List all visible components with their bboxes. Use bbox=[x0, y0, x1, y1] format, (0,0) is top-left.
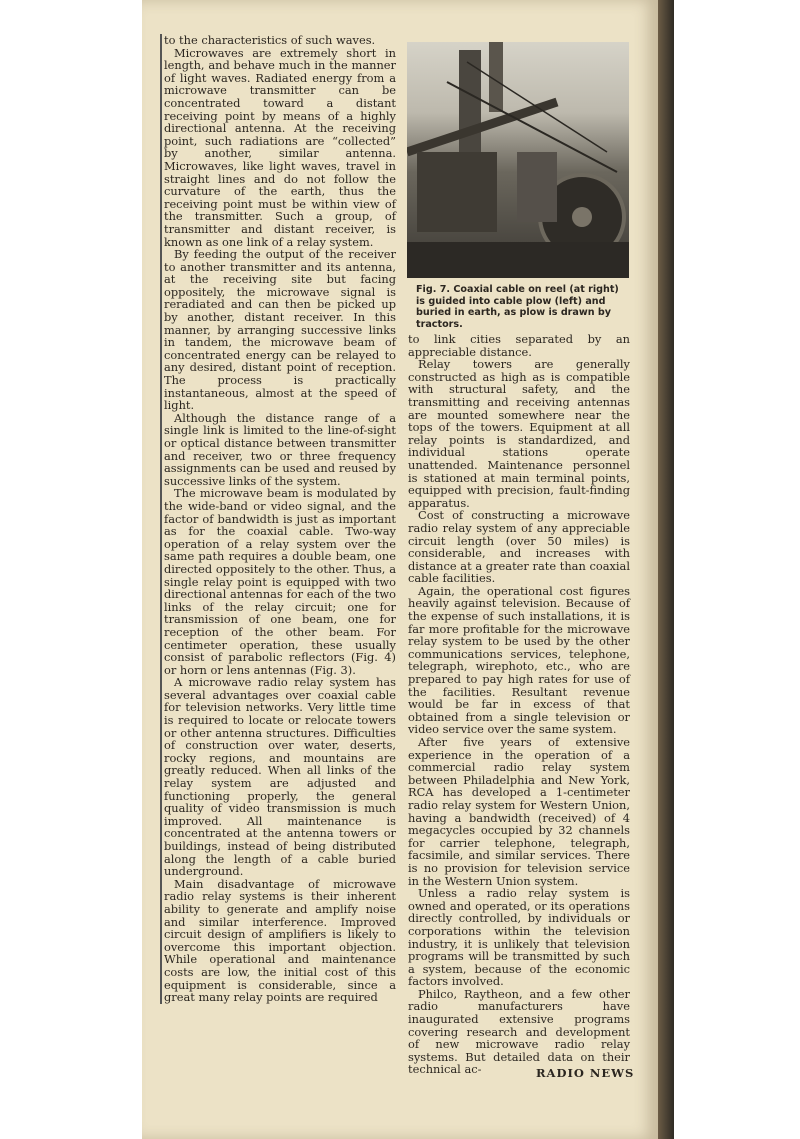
paragraph: to the characteristics of such waves. bbox=[164, 33, 376, 47]
paragraph: Unless a radio relay system is owned and operated, or its operations directly controlled, by individuals or corporations within the television industry, it is unlikely that television programs will be transmitted by such a system, because of the economic factors involved. bbox=[408, 886, 630, 989]
paragraph: After five years of extensive experience in the operation of a commercial radio relay system between Philadelphia and New York, RCA has developed a 1-centimeter radio relay system for Western Union, having a bandwidth (received) of 4 megacycles occupied by 32 channels for carrier telephone, telegraph, facsimile, and similar services. There is no provision for television service in the Western Union system. bbox=[408, 735, 630, 888]
paragraph: A microwave radio relay system has several advantages over coaxial cable for television networks. Very little time is required to locate or relocate towers or other antenna structures. Difficulties of construction over water, deserts, rocky regions, and mountains are greatly reduced. When all links of the relay system are adjusted and functioning properly, the general quality of video transmission is much improved. All maintenance is concentrated at the antenna towers or buildings, instead of being distributed along the length of a cable buried underground. bbox=[164, 675, 396, 879]
paragraph: Cost of constructing a microwave radio relay system of any appreciable circuit length (over 50 miles) is considerable, and increases with distance at a greater rate than coaxial cable facilities. bbox=[408, 508, 630, 586]
book-spine bbox=[658, 0, 674, 1139]
paragraph: Microwaves are extremely short in length, and behave much in the manner of light waves. Radiated energy from a microwave transmitter can be concentrated toward a distant receiving point by means of a highly directional antenna. At the receiving point, such radiations are “collected” by another, similar antenna. Microwaves, like light waves, travel in straight lines and do not follow the curvature of the earth, thus the receiving point must be within view of the transmitter. Such a group, of transmitter and distant receiver, is known as one link of a relay system. bbox=[164, 45, 396, 249]
paragraph: Again, the operational cost figures heavily against television. Because of the expense of such installations, it is far more profitable for the microwave relay system to be used by the other communications services, telephone, telegraph, wirephoto, etc., who are prepared to pay high rates for use of the facilities. Resultant revenue would be far in excess of that obtained from a single television or video service over the same system. bbox=[408, 583, 630, 737]
cable-plow-photo bbox=[407, 42, 629, 278]
paragraph: to link cities separated by an appreciable distance. bbox=[408, 332, 630, 359]
left-column bbox=[160, 34, 396, 1004]
paragraph: The microwave beam is modulated by the wide-band or video signal, and the factor of bandwidth is just as important as for the coaxial cable. Two-way operation of a relay system over the same path requires a double beam, one directed oppositely to the other. Thus, a single relay point is equipped with two directional antennas for each of the two links of the relay circuit; one for transmission of one beam, one for reception of the other beam. For centimeter operation, these usually consist of parabolic reflectors (Fig. 4) or horn or lens antennas (Fig. 3). bbox=[164, 486, 396, 677]
paragraph: Although the distance range of a single link is limited to the line-of-sight or optical distance between transmitter and receiver, two or three frequency assignments can be used and reused by successive links of the system. bbox=[164, 410, 396, 488]
figure-caption: Fig. 7. Coaxial cable on reel (at right) is guided into cable plow (left) and buried in earth, as plow is drawn by tractors. bbox=[416, 284, 619, 330]
running-title: RADIO NEWS bbox=[536, 1066, 635, 1080]
photo-illustration bbox=[407, 42, 629, 278]
magazine-page bbox=[142, 0, 658, 1139]
paragraph: Philco, Raytheon, and a few other radio manufacturers have inaugurated extensive programs covering research and development of new microwave radio relay systems. But detailed data on their technical ac- bbox=[408, 986, 630, 1077]
paragraph: Relay towers are generally constructed as high as is compatible with structural safety, and the transmitting and receiving antennas are mounted somewhere near the tops of the towers. Equipment at all relay points is standardized, and individual stations operate unattended. Maintenance personnel is stationed at main terminal points, equipped with precision, fault-finding apparatus. bbox=[408, 357, 630, 510]
right-column bbox=[408, 333, 630, 1076]
paragraph: By feeding the output of the receiver to another transmitter and its antenna, at the receiving site but facing oppositely, the microwave signal is reradiated and can then be picked up by another, distant receiver. In this manner, by arranging successive links in tandem, the microwave beam of concentrated energy can be relayed to any desired, distant point of reception. The process is practically instantaneous, almost at the speed of light. bbox=[164, 247, 396, 413]
paragraph: Main disadvantage of microwave radio relay systems is their inherent ability to generate and amplify noise and similar interference. Improved circuit design of amplifiers is likely to overcome this important objection. While operational and maintenance costs are low, the initial cost of this equipment is considerable, since a great many relay points are required bbox=[164, 876, 396, 1005]
